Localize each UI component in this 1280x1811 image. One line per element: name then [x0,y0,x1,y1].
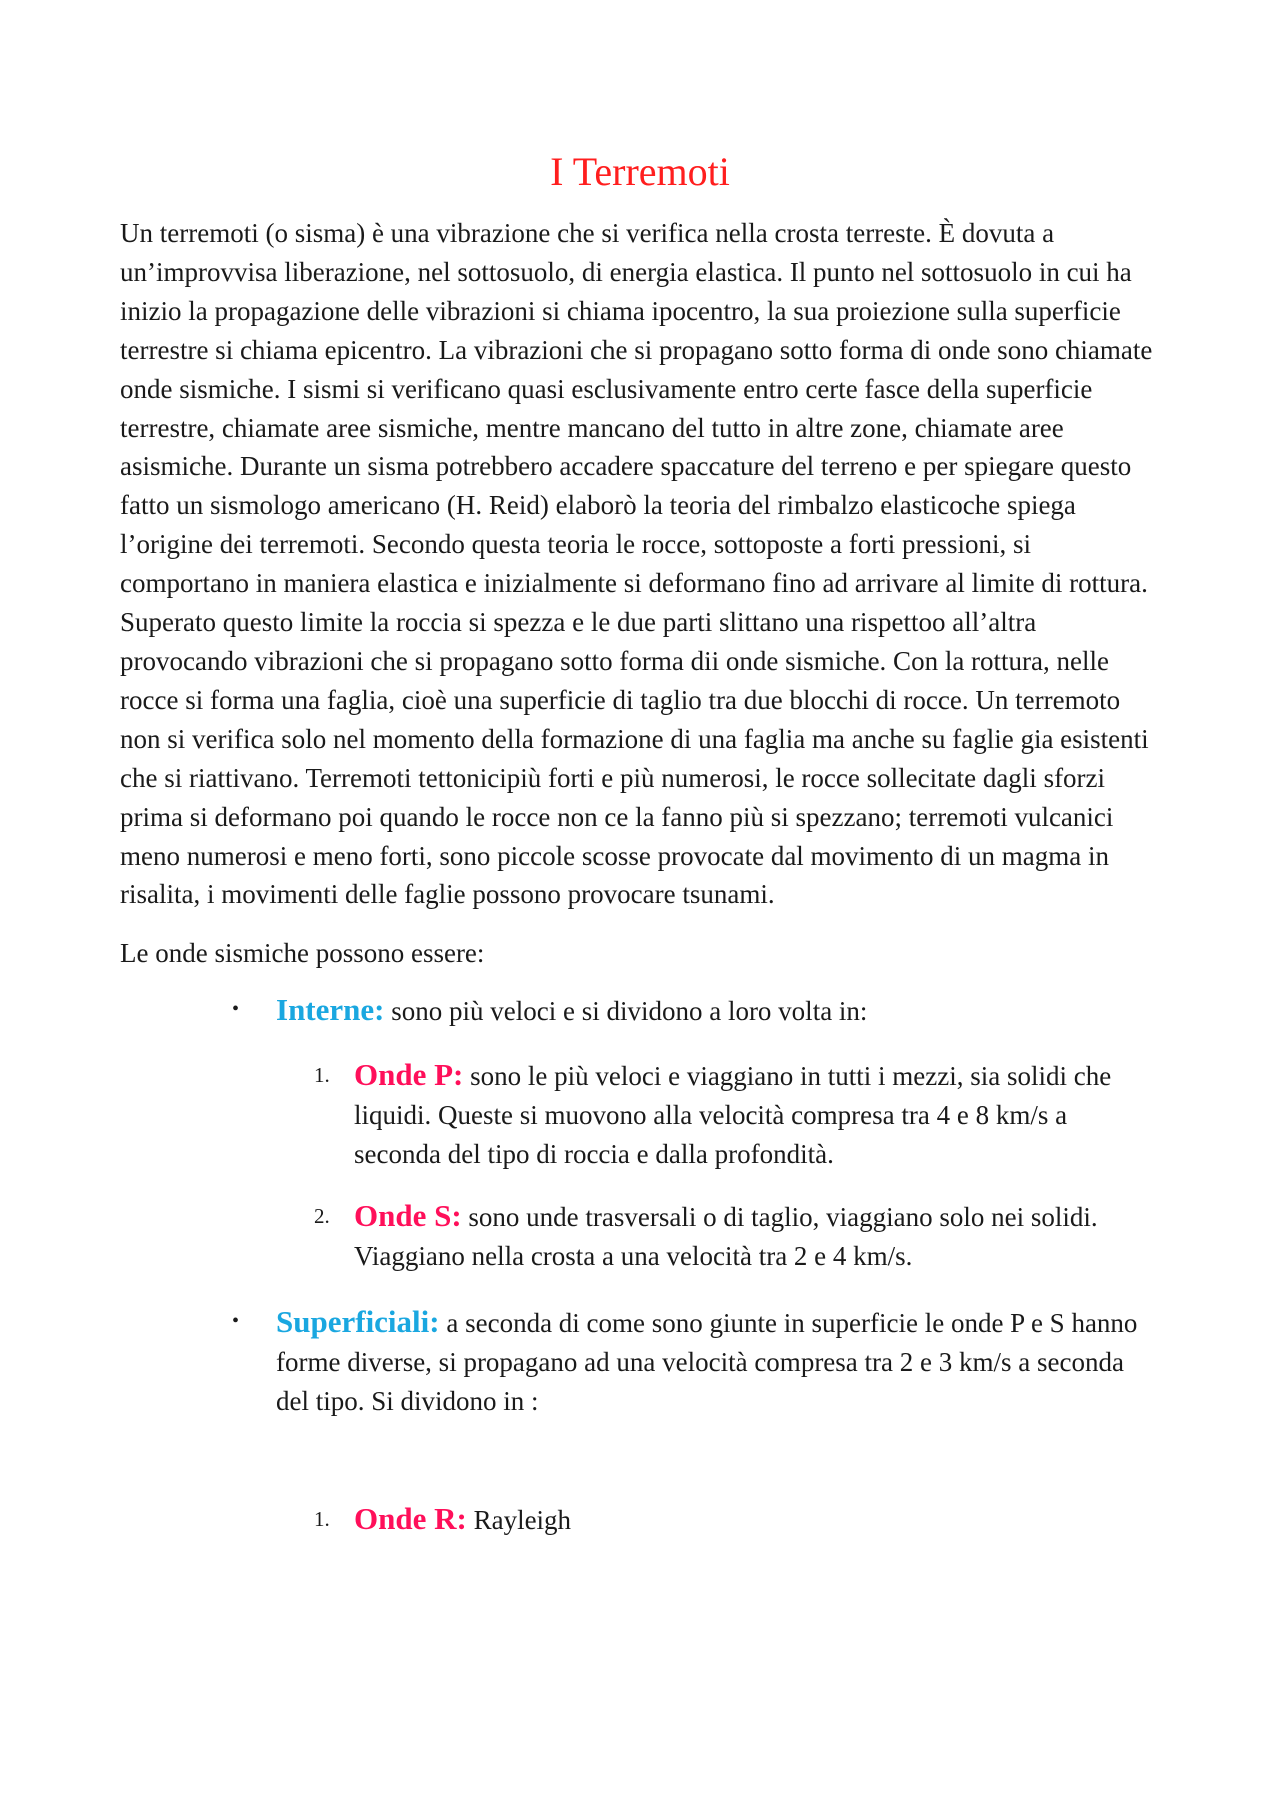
wave-label-onde-p: Onde P: [354,1057,464,1093]
type-text-superficiali: a seconda di come sono giunte in superficie le onde P e S hanno forme diverse, si propagano ad una velocità compresa tra 2 e 3 km/s a seconda del tipo. Si dividono in : [276,1308,1138,1417]
wave-text-onde-r: Rayleigh [466,1505,572,1536]
list-item-onde-s [120,1196,1160,1276]
wave-type-list [120,990,1160,1031]
list-item-onde-p [120,1055,1160,1174]
type-label-interne: Interne: [276,992,385,1028]
list-number: 2. [314,1204,330,1229]
wave-label-onde-r: Onde R: [354,1501,467,1537]
wave-text-onde-s: sono unde trasversali o di taglio, viaggiano solo nei solidi. Viaggiano nella crosta a una velocità tra 2 e 4 km/s. [354,1202,1098,1272]
list-item-onde-r [120,1499,1160,1540]
bullet-icon: • [232,1310,240,1333]
wave-label-onde-s: Onde S: [354,1198,462,1234]
list-item-superficiali [120,1302,1160,1421]
type-label-superficiali: Superficiali: [276,1304,440,1340]
superficiali-sublist [120,1499,1160,1540]
wave-text-onde-p: sono le più veloci e viaggiano in tutti i mezzi, sia solidi che liquidi. Queste si muovono alla velocità compresa tra 4 e 8 km/s a seconda del tipo di roccia e dalla profondità. [354,1061,1112,1170]
document-title: I Terremoti [550,149,730,194]
list-number: 1. [314,1063,330,1088]
bullet-icon: • [232,998,240,1021]
list-item-interne [120,990,1160,1031]
intro-line: Le onde sismiche possono essere: [120,938,485,969]
type-text-interne: sono più veloci e si dividono a loro volta in: [384,996,868,1027]
wave-type-list-2 [120,1302,1160,1421]
interne-sublist [120,1055,1160,1276]
body-paragraph: Un terremoti (o sisma) è una vibrazione che si verifica nella crosta terreste. È dovuta a un’improvvisa liberazione, nel sottosuolo, di energia elastica. Il punto nel sottosuolo in cui ha inizio la propagazione delle vibrazioni si chiama ipocentro, la sua proiezione sulla superficie terrestre si chiama epicentro. La vibrazioni che si propagano sotto forma di onde sono chiamate onde sismiche. I sismi si verificano quasi esclusivamente entro certe fasce della superficie terrestre, chiamate aree sismiche, mentre mancano del tutto in altre zone, chiamate aree asismiche. Durante un sisma potrebbero accadere spaccature del terreno e per spiegare questo fatto un sismologo americano (H. Reid) elaborò la teoria del rimbalzo elasticoche spiega l’origine dei terremoti. Secondo questa teoria le rocce, sottoposte a forti pressioni, si comportano in maniera elastica e inizialmente si deformano fino ad arrivare al limite di rottura. Superato questo limite la roccia si spezza e le due parti slittano una rispettoo all’altra provocando vibrazioni che si propagano sotto forma dii onde sismiche. Con la rottura, nelle rocce si forma una faglia, cioè una superficie di taglio tra due blocchi di rocce. Un terremoto non si verifica solo nel momento della formazione di una faglia ma anche su faglie gia esistenti che si riattivano. Terremoti tettonicipiù forti e più numerosi, le rocce sollecitate dagli sforzi prima si deformano poi quando le rocce non ce la fanno più si spezzano; terremoti vulcanici meno numerosi e meno forti, sono piccole scosse provocate dal movimento di un magma in risalita, i movimenti delle faglie possono provocare tsunami. [120,218,1153,910]
list-number: 1. [314,1507,330,1532]
